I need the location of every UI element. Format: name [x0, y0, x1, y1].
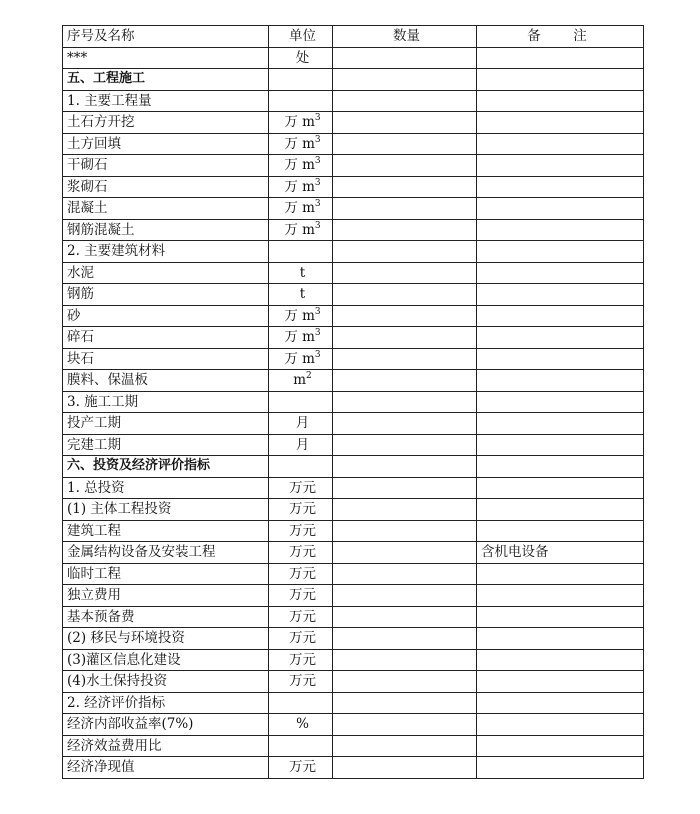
row-unit — [269, 434, 333, 456]
header-unit: 单位 — [269, 26, 333, 48]
row-qty — [333, 649, 477, 671]
row-unit — [269, 305, 333, 327]
unit-text: 万元 — [289, 608, 316, 625]
row-qty — [333, 133, 477, 155]
row-note — [477, 90, 644, 112]
row-note — [477, 735, 644, 757]
row-qty — [333, 434, 477, 456]
row-name: 膜料、保温板 — [63, 370, 269, 392]
spec-table-body — [63, 26, 644, 779]
table-row — [63, 90, 644, 112]
row-qty — [333, 563, 477, 585]
row-name: (1) 主体工程投资 — [63, 499, 269, 521]
row-qty — [333, 757, 477, 779]
row-note — [477, 477, 644, 499]
table-row — [63, 714, 644, 736]
row-qty — [333, 198, 477, 220]
unit-text: 万 m — [284, 200, 315, 217]
row-name: *** — [63, 47, 269, 69]
row-unit — [269, 348, 333, 370]
unit-text: t — [299, 286, 306, 303]
unit-text: 万 m — [284, 157, 315, 174]
unit-text: 万 m — [284, 221, 315, 238]
unit-text: % — [296, 716, 309, 733]
row-unit — [269, 262, 333, 284]
row-name: 土石方开挖 — [63, 112, 269, 134]
row-note — [477, 241, 644, 263]
row-name: 经济净现值 — [63, 757, 269, 779]
row-note — [477, 262, 644, 284]
section-unit-cell — [269, 69, 333, 91]
row-note — [477, 327, 644, 349]
unit-text: 月 — [295, 415, 310, 432]
row-note — [477, 757, 644, 779]
row-unit — [269, 112, 333, 134]
row-name: 投产工期 — [63, 413, 269, 435]
row-unit — [269, 133, 333, 155]
row-unit — [269, 671, 333, 693]
table-row — [63, 305, 644, 327]
unit-text: m — [293, 372, 307, 389]
table-row — [63, 327, 644, 349]
row-name: 临时工程 — [63, 563, 269, 585]
row-note — [477, 176, 644, 198]
row-note — [477, 112, 644, 134]
row-name: 钢筋 — [63, 284, 269, 306]
row-note — [477, 133, 644, 155]
unit-text: 处 — [295, 49, 310, 66]
row-note — [477, 499, 644, 521]
unit-exponent: 3 — [314, 113, 321, 124]
row-unit — [269, 90, 333, 112]
unit-text: 万 m — [284, 329, 315, 346]
row-name: 浆砌石 — [63, 176, 269, 198]
table-row — [63, 520, 644, 542]
section-row — [63, 69, 644, 91]
row-unit — [269, 370, 333, 392]
row-qty — [333, 413, 477, 435]
row-qty — [333, 327, 477, 349]
row-note — [477, 606, 644, 628]
row-name: 完建工期 — [63, 434, 269, 456]
table-row — [63, 671, 644, 693]
table-row — [63, 133, 644, 155]
row-qty — [333, 112, 477, 134]
header-name: 序号及名称 — [63, 26, 269, 48]
unit-text: 万元 — [289, 522, 316, 539]
row-name: 建筑工程 — [63, 520, 269, 542]
row-qty — [333, 284, 477, 306]
row-unit — [269, 47, 333, 69]
row-unit — [269, 284, 333, 306]
table-row — [63, 649, 644, 671]
row-note: 含机电设备 — [477, 542, 644, 564]
unit-exponent: 3 — [314, 220, 321, 231]
row-qty — [333, 520, 477, 542]
header-row — [63, 26, 644, 48]
row-name: 2. 经济评价指标 — [63, 692, 269, 714]
row-qty — [333, 176, 477, 198]
unit-text: 月 — [295, 436, 310, 453]
row-name: 独立费用 — [63, 585, 269, 607]
table-row — [63, 176, 644, 198]
table-row — [63, 219, 644, 241]
table-row — [63, 112, 644, 134]
row-unit — [269, 649, 333, 671]
row-unit — [269, 327, 333, 349]
row-name: 经济内部收益率(7%) — [63, 714, 269, 736]
table-row — [63, 585, 644, 607]
table-row — [63, 606, 644, 628]
row-name: 1. 主要工程量 — [63, 90, 269, 112]
row-name: 钢筋混凝土 — [63, 219, 269, 241]
row-note — [477, 413, 644, 435]
section-qty-cell — [333, 69, 477, 91]
unit-text: 万元 — [289, 630, 316, 647]
row-qty — [333, 606, 477, 628]
row-unit — [269, 692, 333, 714]
row-note — [477, 305, 644, 327]
row-unit — [269, 499, 333, 521]
unit-exponent: 3 — [314, 199, 321, 210]
row-note — [477, 284, 644, 306]
row-name: 砂 — [63, 305, 269, 327]
row-qty — [333, 692, 477, 714]
unit-exponent: 3 — [314, 156, 321, 167]
unit-exponent: 3 — [314, 349, 321, 360]
row-qty — [333, 262, 477, 284]
unit-exponent: 3 — [314, 306, 321, 317]
row-note — [477, 563, 644, 585]
row-unit — [269, 198, 333, 220]
table-row — [63, 542, 644, 564]
row-name: 土方回填 — [63, 133, 269, 155]
row-name: 基本预备费 — [63, 606, 269, 628]
row-qty — [333, 542, 477, 564]
section-row — [63, 456, 644, 478]
row-qty — [333, 305, 477, 327]
row-qty — [333, 219, 477, 241]
table-row — [63, 628, 644, 650]
row-name: (2) 移民与环境投资 — [63, 628, 269, 650]
unit-text: 万元 — [289, 501, 316, 518]
table-row — [63, 370, 644, 392]
row-name: 2. 主要建筑材料 — [63, 241, 269, 263]
row-unit — [269, 585, 333, 607]
unit-text: 万 m — [284, 114, 315, 131]
table-row — [63, 348, 644, 370]
table-row — [63, 477, 644, 499]
section-qty-cell — [333, 456, 477, 478]
row-unit — [269, 735, 333, 757]
unit-text: t — [299, 264, 306, 281]
header-note-b: 注 — [573, 28, 587, 45]
unit-text: 万元 — [289, 759, 316, 776]
unit-exponent: 3 — [314, 134, 321, 145]
unit-text: 万 m — [284, 307, 315, 324]
row-note — [477, 47, 644, 69]
row-note — [477, 434, 644, 456]
unit-text: 万 m — [284, 350, 315, 367]
row-note — [477, 671, 644, 693]
row-unit — [269, 155, 333, 177]
header-qty: 数量 — [333, 26, 477, 48]
row-qty — [333, 499, 477, 521]
row-qty — [333, 155, 477, 177]
table-row — [63, 563, 644, 585]
row-name: 经济效益费用比 — [63, 735, 269, 757]
row-unit — [269, 714, 333, 736]
unit-text: 万元 — [289, 587, 316, 604]
row-unit — [269, 757, 333, 779]
table-row — [63, 735, 644, 757]
row-note — [477, 348, 644, 370]
row-unit — [269, 391, 333, 413]
table-row — [63, 434, 644, 456]
row-qty — [333, 714, 477, 736]
row-name: 3. 施工工期 — [63, 391, 269, 413]
header-note-a: 备 — [527, 28, 541, 45]
unit-text: 万元 — [289, 479, 316, 496]
table-row — [63, 198, 644, 220]
unit-text: 万 m — [284, 135, 315, 152]
section-title: 六、投资及经济评价指标 — [63, 456, 269, 478]
row-unit — [269, 219, 333, 241]
row-qty — [333, 585, 477, 607]
row-unit — [269, 176, 333, 198]
row-qty — [333, 391, 477, 413]
unit-text: 万 m — [284, 178, 315, 195]
row-qty — [333, 241, 477, 263]
unit-text: 万元 — [289, 565, 316, 582]
section-unit-cell — [269, 456, 333, 478]
row-qty — [333, 90, 477, 112]
table-row — [63, 499, 644, 521]
row-note — [477, 198, 644, 220]
table-row — [63, 284, 644, 306]
row-name: 混凝土 — [63, 198, 269, 220]
row-note — [477, 585, 644, 607]
table-row — [63, 262, 644, 284]
row-unit — [269, 563, 333, 585]
row-qty — [333, 370, 477, 392]
row-qty — [333, 735, 477, 757]
row-unit — [269, 542, 333, 564]
row-unit — [269, 241, 333, 263]
row-name: 碎石 — [63, 327, 269, 349]
row-unit — [269, 628, 333, 650]
row-note — [477, 649, 644, 671]
unit-text: 万元 — [289, 673, 316, 690]
row-qty — [333, 628, 477, 650]
row-note — [477, 628, 644, 650]
row-unit — [269, 413, 333, 435]
unit-exponent: 3 — [314, 177, 321, 188]
row-name: (4)水土保持投资 — [63, 671, 269, 693]
unit-text: 万元 — [289, 651, 316, 668]
row-name: 金属结构设备及安装工程 — [63, 542, 269, 564]
row-name: 水泥 — [63, 262, 269, 284]
section-note-cell — [477, 456, 644, 478]
row-unit — [269, 520, 333, 542]
row-note — [477, 520, 644, 542]
table-row — [63, 757, 644, 779]
table-row — [63, 692, 644, 714]
table-row — [63, 47, 644, 69]
unit-text: 万元 — [289, 544, 316, 561]
row-unit — [269, 477, 333, 499]
section-title: 五、工程施工 — [63, 69, 269, 91]
row-note — [477, 692, 644, 714]
row-note — [477, 370, 644, 392]
table-row — [63, 413, 644, 435]
row-note — [477, 155, 644, 177]
row-note — [477, 219, 644, 241]
row-qty — [333, 477, 477, 499]
header-note — [477, 26, 644, 48]
unit-exponent: 2 — [306, 371, 312, 382]
row-unit — [269, 606, 333, 628]
section-note-cell — [477, 69, 644, 91]
row-qty — [333, 47, 477, 69]
row-name: (3)灌区信息化建设 — [63, 649, 269, 671]
spec-table — [62, 25, 644, 779]
unit-exponent: 3 — [314, 328, 321, 339]
row-name: 干砌石 — [63, 155, 269, 177]
table-row — [63, 391, 644, 413]
row-qty — [333, 348, 477, 370]
row-note — [477, 391, 644, 413]
row-name: 1. 总投资 — [63, 477, 269, 499]
row-qty — [333, 671, 477, 693]
row-note — [477, 714, 644, 736]
table-row — [63, 241, 644, 263]
table-row — [63, 155, 644, 177]
row-name: 块石 — [63, 348, 269, 370]
